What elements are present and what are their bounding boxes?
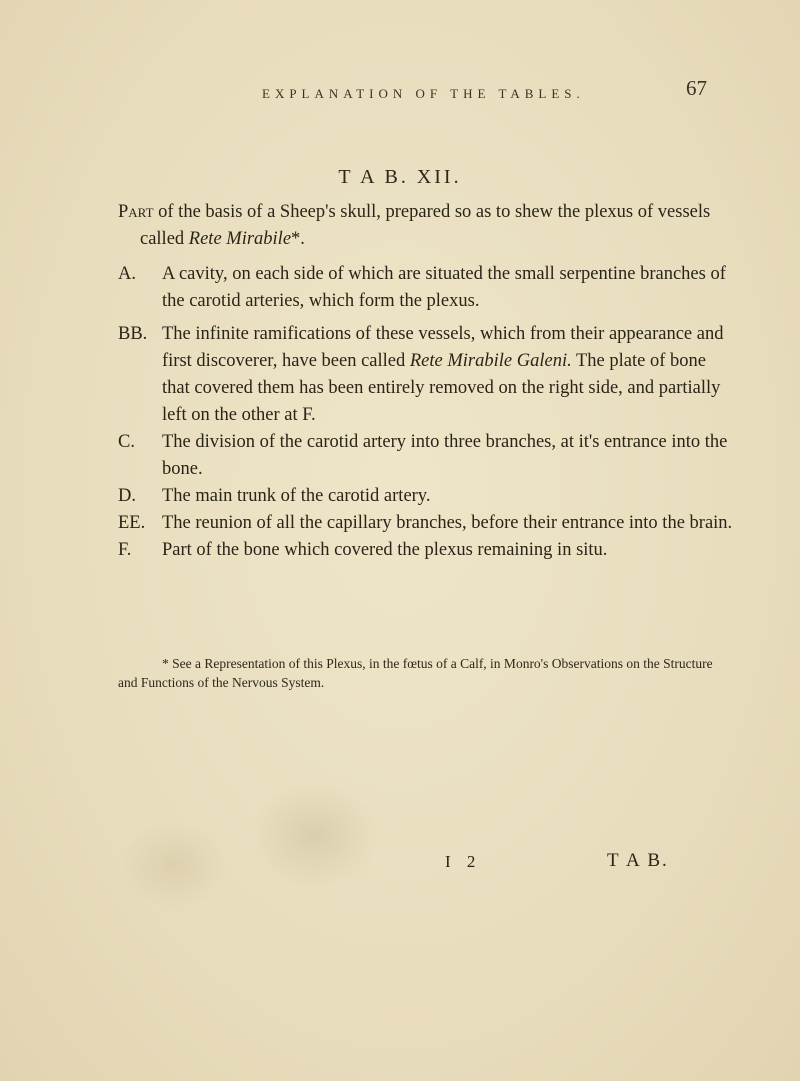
legend-entry-a <box>118 261 738 315</box>
legend-text: A cavity, on each side of which are situated the small serpentine branches of the carotid arteries, which form the plexus. <box>162 264 726 311</box>
footnote: * See a Representation of this Plexus, in the fœtus of a Calf, in Monro's Observations on the Structure and Functions of the Nervous System. <box>118 656 713 690</box>
legend-key: C. <box>118 432 135 452</box>
legend-key: D. <box>118 486 136 506</box>
intro-text: of the basis of a Sheep's skull, prepared so as to shew the plexus of vessels called <box>140 202 711 249</box>
legend-text: The reunion of all the capillary branches, before their entrance into the brain. <box>162 513 733 533</box>
legend-italic: Rete Mirabile Galeni. <box>409 351 572 371</box>
legend-text: Part of the bone which covered the plexus remaining in situ. <box>162 540 608 560</box>
legend-key: F. <box>118 540 132 560</box>
legend-entry-d <box>118 483 738 510</box>
printer-signature: I 2 <box>445 852 482 871</box>
legend-text: The division of the carotid artery into three branches, at it's entrance into the bone. <box>162 432 728 479</box>
foxing-stain <box>250 780 380 890</box>
footnote-marker: *. <box>291 229 305 249</box>
legend-entry-f <box>118 537 738 564</box>
page-number: 67 <box>686 76 707 100</box>
legend-entry-ee <box>118 510 738 537</box>
legend-text: The main trunk of the carotid artery. <box>162 486 431 506</box>
legend-entry-bb <box>118 321 738 429</box>
legend-text: The infinite ramifications of these vessels, which from their appearance and first discoverer, have been called <box>162 324 724 371</box>
plate-legend <box>118 261 738 564</box>
legend-key: BB. <box>118 324 148 344</box>
legend-key: A. <box>118 264 136 284</box>
intro-lead: Part <box>118 202 154 222</box>
catchword: T A B. <box>607 850 669 871</box>
intro-italic: Rete Mirabile <box>188 229 292 249</box>
foxing-stain <box>120 820 230 910</box>
plate-title: T A B. XII. <box>338 166 462 188</box>
legend-key: EE. <box>118 513 146 533</box>
running-head: EXPLANATION OF THE TABLES. <box>262 86 585 101</box>
legend-text: The plate of bone that covered them has been entirely removed on the right side, and partially left on the other at F. <box>162 351 721 425</box>
legend-entry-c <box>118 429 738 483</box>
plate-description <box>118 199 740 253</box>
